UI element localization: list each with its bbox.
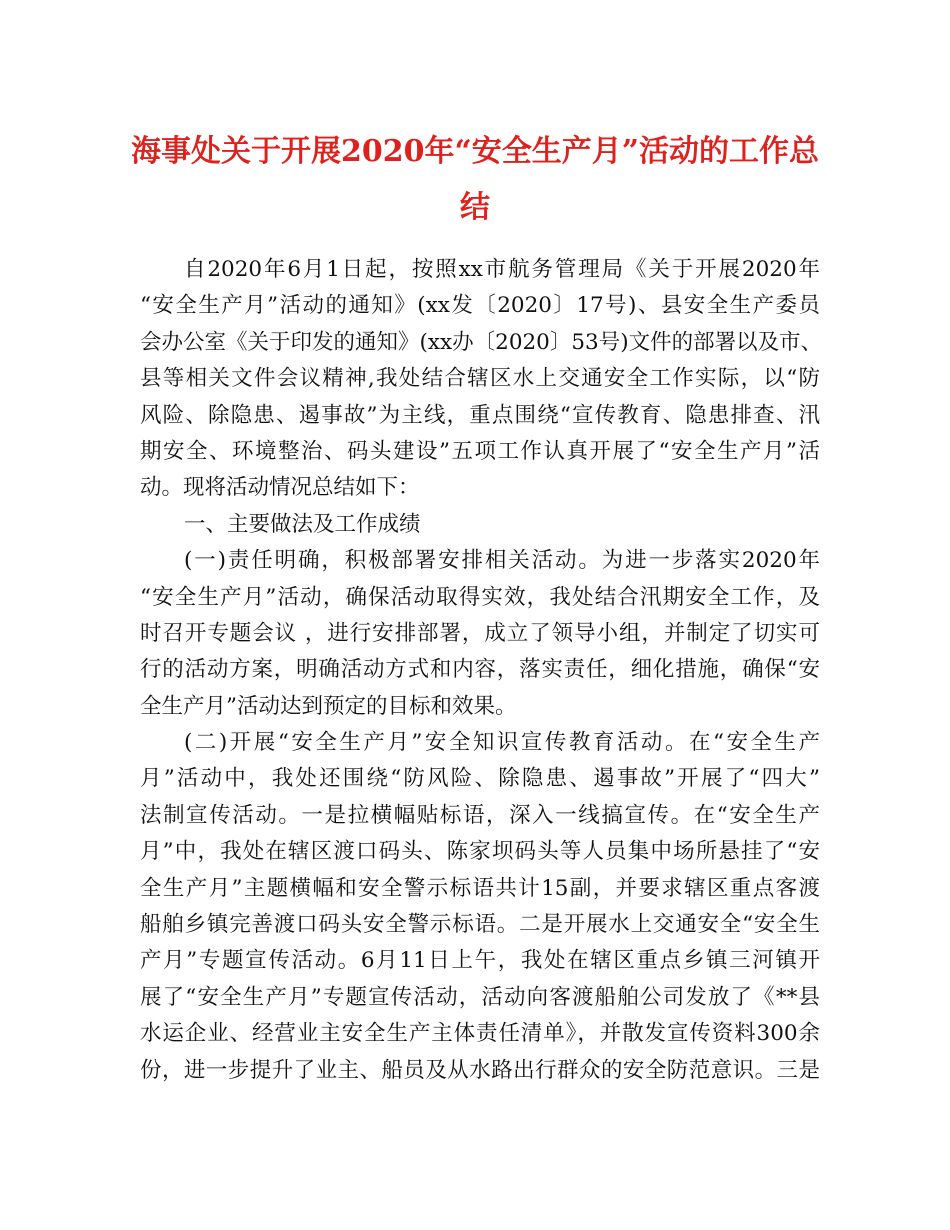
text-line: 展了“安全生产月”专题宣传活动，活动向客渡船舶公司发放了《**县 xyxy=(140,984,820,1010)
title-line: 海事处关于开展2020年“安全生产月”活动的工作总 xyxy=(130,134,819,169)
text-line: 全生产月”活动达到预定的目标和效果。 xyxy=(140,693,517,719)
text-line: 产月”专题宣传活动。6月11日上午，我处在辖区重点乡镇三河镇开 xyxy=(140,948,820,974)
text-line: 份，进一步提升了业主、船员及从水路出行群众的安全防范意识。三是 xyxy=(140,1057,820,1083)
text-line: 行的活动方案，明确活动方式和内容，落实责任，细化措施，确保“安 xyxy=(140,657,820,683)
text-line: 船舶乡镇完善渡口码头安全警示标语。二是开展水上交通安全“安全生 xyxy=(140,912,820,938)
text-line: “安全生产月”活动的通知》(xx发〔2020〕17号)、县安全生产委员 xyxy=(140,293,820,319)
text-line: (一)责任明确，积极部署安排相关活动。为进一步落实2020年 xyxy=(184,548,820,574)
text-line: 自2020年6月1日起，按照xx市航务管理局《关于开展2020年 xyxy=(184,257,820,282)
text-line: 县等相关文件会议精神,我处结合辖区水上交通安全工作实际，以“防 xyxy=(140,366,820,392)
section-heading: 一、主要做法及工作成绩 xyxy=(184,511,421,537)
text-line: 动。现将活动情况总结如下： xyxy=(140,475,420,501)
title-line: 结 xyxy=(460,190,490,225)
text-line: (二)开展“安全生产月”安全知识宣传教育活动。在“安全生产 xyxy=(184,730,820,756)
text-line: 期安全、环境整治、码头建设”五项工作认真开展了“安全生产月”活 xyxy=(140,438,820,464)
text-line: 月”活动中，我处还围绕“防风险、除隐患、遏事故”开展了“四大” xyxy=(140,766,820,792)
document-body xyxy=(140,252,823,1089)
text-line: 月”中，我处在辖区渡口码头、陈家坝码头等人员集中场所悬挂了“安 xyxy=(140,839,820,865)
document-title xyxy=(120,124,830,236)
text-line: 时召开专题会议 ，进行安排部署，成立了领导小组，并制定了切实可 xyxy=(140,620,820,646)
text-line: 会办公室《关于印发的通知》(xx办〔2020〕53号)文件的部署以及市、 xyxy=(140,329,823,355)
text-line: 全生产月”主题横幅和安全警示标语共计15副，并要求辖区重点客渡 xyxy=(140,875,820,901)
text-line: 水运企业、经营业主安全生产主体责任清单》，并散发宣传资料300余 xyxy=(140,1021,820,1047)
text-line: “安全生产月”活动，确保活动取得实效，我处结合汛期安全工作，及 xyxy=(140,584,820,610)
text-line: 风险、除隐患、遏事故”为主线，重点围绕“宣传教育、隐患排查、汛 xyxy=(140,402,820,428)
text-line: 法制宣传活动。一是拉横幅贴标语，深入一线搞宣传。在“安全生产 xyxy=(140,802,820,828)
